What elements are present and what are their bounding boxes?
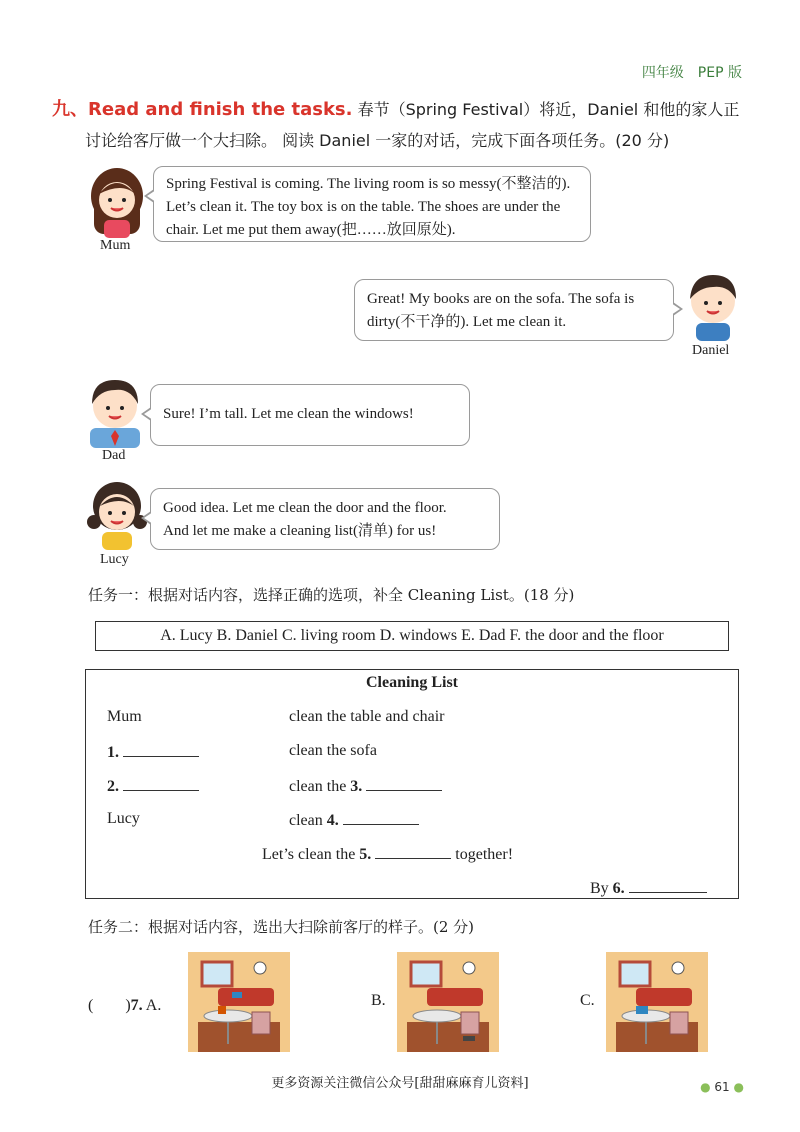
dad-avatar <box>80 370 150 450</box>
blank-6-number: 6. <box>612 880 625 897</box>
blank-4-number: 4. <box>326 812 339 829</box>
mum-name: Mum <box>100 238 131 253</box>
lucy-line-1: Good idea. Let me clean the door and the floor. <box>163 500 447 516</box>
answer-paren[interactable]: ( ) <box>88 997 131 1014</box>
row-1-who <box>107 742 199 762</box>
blank-3-line[interactable] <box>366 776 442 791</box>
together-pre: Let’s clean the <box>262 846 356 863</box>
blank-1-number: 1. <box>107 744 119 761</box>
page-number-value: 61 <box>714 1080 730 1094</box>
row-2-who <box>107 776 199 796</box>
blank-3-number: 3. <box>350 778 363 795</box>
daniel-speech-bubble <box>354 279 674 341</box>
option-b-label: B. <box>371 992 386 1009</box>
by-line <box>590 878 707 898</box>
blank-2-line[interactable] <box>123 776 199 791</box>
lucy-name: Lucy <box>100 552 129 567</box>
daniel-line-1: Great! My books are on the sofa. The sofa is <box>367 291 635 307</box>
blank-6-line[interactable] <box>629 878 707 893</box>
mum-avatar <box>82 160 152 240</box>
blank-2-number: 2. <box>107 778 119 795</box>
row-2-task <box>289 776 442 796</box>
section-number: 九、 <box>52 99 88 120</box>
mum-line-3: chair. Let me put them away(把……放回原处). <box>166 222 456 238</box>
mum-line-2: Let’s clean it. The toy box is on the table. The shoes are under the <box>166 199 561 215</box>
blank-5-number: 5. <box>359 846 372 863</box>
row-2-task-text: clean the <box>289 778 347 795</box>
room-picture-a[interactable] <box>188 952 290 1052</box>
together-line <box>262 844 513 864</box>
mum-speech-bubble <box>153 166 591 242</box>
room-picture-c[interactable] <box>606 952 708 1052</box>
daniel-avatar <box>680 265 746 341</box>
daniel-line-2: dirty(不干净的). Let me clean it. <box>367 314 567 330</box>
option-c-label: C. <box>580 992 595 1009</box>
lucy-speech-bubble <box>150 488 500 550</box>
section-instruction-2: 讨论给客厅做一个大扫除。 阅读 Daniel 一家的对话，完成下面各项任务。(20 分) <box>85 131 670 150</box>
task1-instruction: 任务一：根据对话内容，选择正确的选项，补全 Cleaning List。(18 分) <box>88 586 575 604</box>
task2-question <box>88 992 161 1015</box>
cleaning-list-title: Cleaning List <box>365 674 458 691</box>
section-title-en: Read and finish the tasks. <box>88 99 353 120</box>
blank-4-line[interactable] <box>343 810 419 825</box>
blank-1-line[interactable] <box>123 742 199 757</box>
footer-note: 更多资源关注微信公众号[甜甜麻麻育儿资料] <box>271 1076 529 1091</box>
row-1-task: clean the sofa <box>289 742 377 759</box>
page-number: ● 61 ● <box>700 1080 744 1094</box>
row-lucy-who: Lucy <box>107 810 140 827</box>
section-instruction-1: 春节（Spring Festival）将近，Daniel 和他的家人正 <box>357 100 740 119</box>
room-picture-b[interactable] <box>397 952 499 1052</box>
daniel-name: Daniel <box>692 343 730 358</box>
task2-instruction: 任务二：根据对话内容，选出大扫除前客厅的样子。(2 分) <box>88 918 475 936</box>
by-pre: By <box>590 880 609 897</box>
dad-name: Dad <box>102 448 126 463</box>
option-a-label: A. <box>145 997 162 1014</box>
task1-options-box: A. Lucy B. Daniel C. living room D. windows E. Dad F. the door and the floor <box>95 621 729 651</box>
row-lucy-task-text: clean <box>289 812 323 829</box>
grade-label: 四年级 PEP 版 <box>641 65 742 81</box>
row-mum-who: Mum <box>107 708 142 725</box>
lucy-line-2: And let me make a cleaning list(清单) for us! <box>163 523 437 539</box>
row-mum-task: clean the table and chair <box>289 708 445 725</box>
together-post: together! <box>455 846 514 863</box>
dad-line-1: Sure! I’m tall. Let me clean the windows! <box>163 406 414 422</box>
mum-line-1: Spring Festival is coming. The living room is so messy(不整洁的). <box>166 176 571 192</box>
cleaning-list-table <box>85 669 739 899</box>
section-title <box>52 94 752 156</box>
dad-speech-bubble <box>150 384 470 446</box>
question-7-number: 7. <box>130 997 143 1014</box>
blank-5-line[interactable] <box>375 844 451 859</box>
row-lucy-task <box>289 810 419 830</box>
